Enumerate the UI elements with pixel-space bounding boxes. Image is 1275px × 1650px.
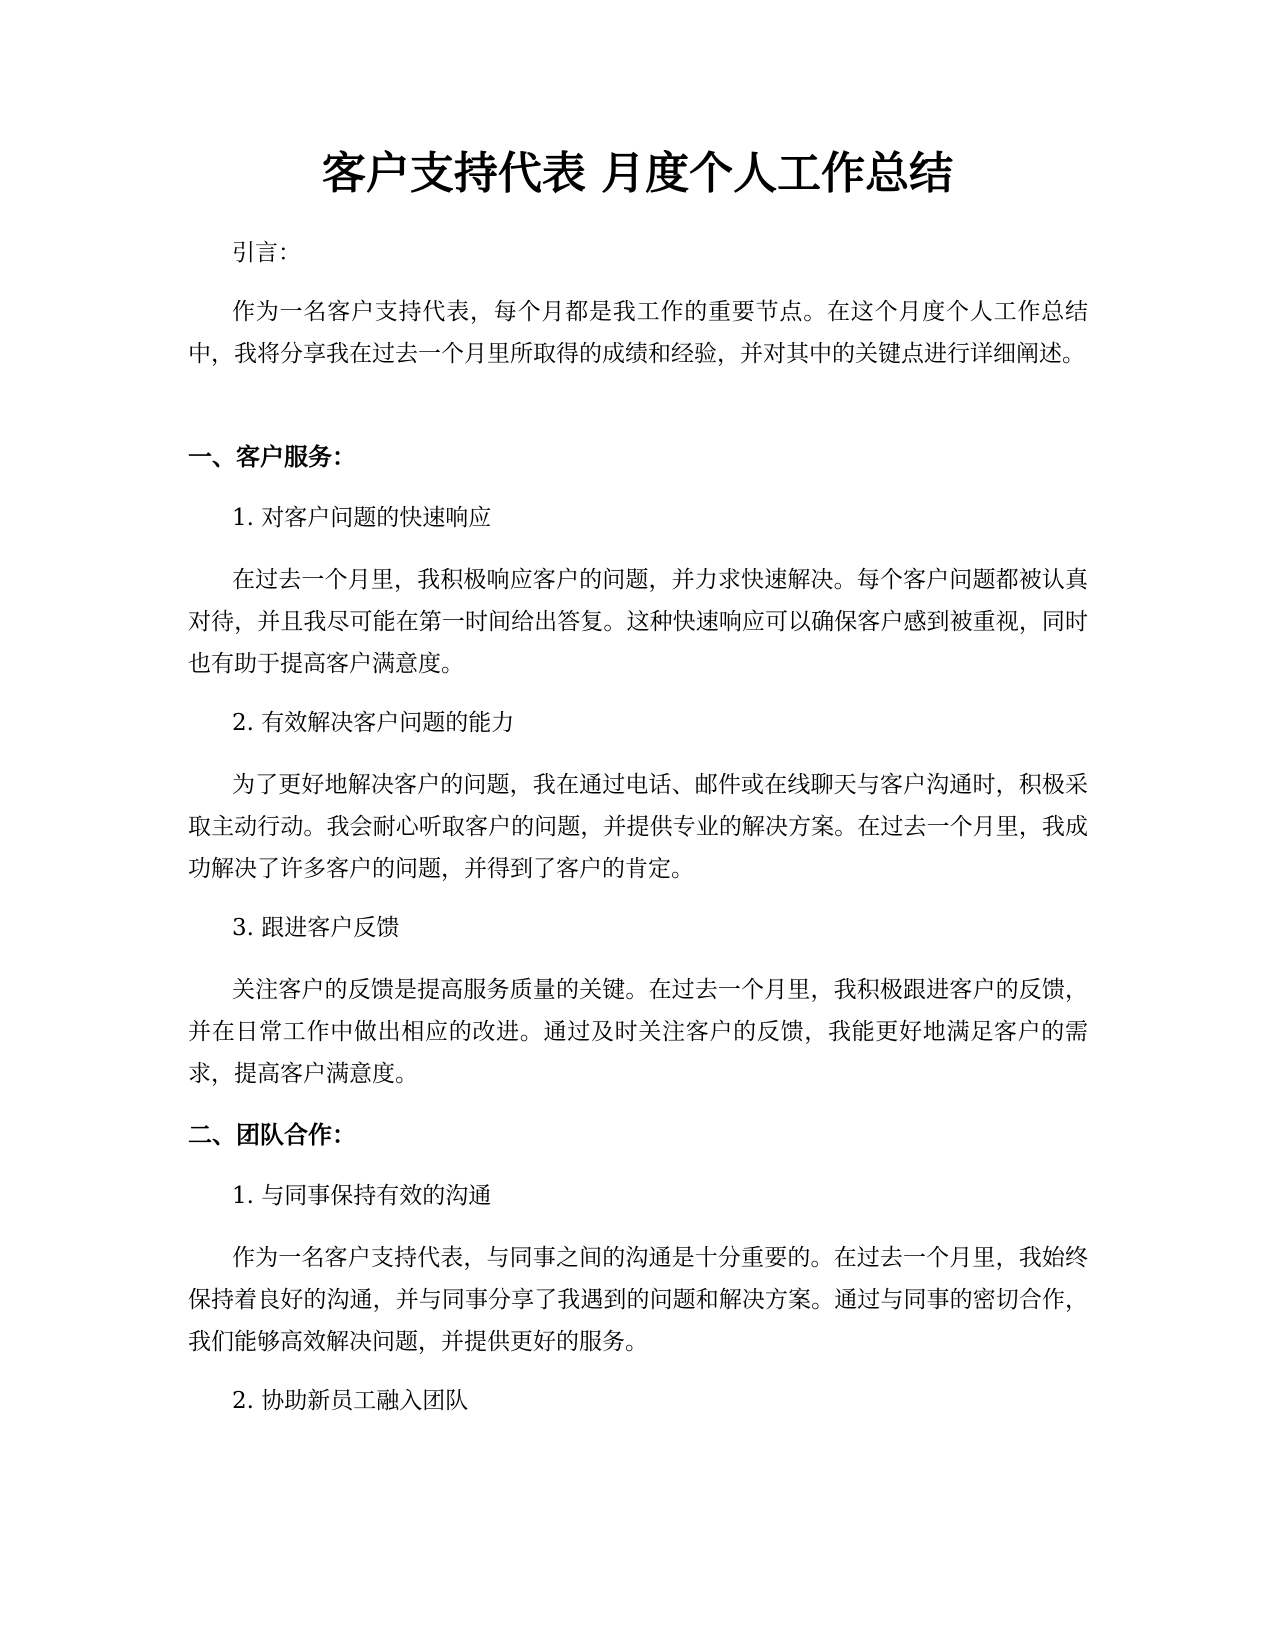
section-heading-teamwork: 二、团队合作： xyxy=(188,1121,356,1149)
intro-paragraph: 作为一名客户支持代表，每个月都是我工作的重要节点。在这个月度个人工作总结中，我将分享我在过去一个月里所取得的成绩和经验，并对其中的关键点进行详细阐述。 xyxy=(188,299,1088,367)
item-title-quick-response: 1. 对客户问题的快速响应 xyxy=(232,505,492,531)
item-paragraph-problem-solving: 为了更好地解决客户的问题，我在通过电话、邮件或在线聊天与客户沟通时，积极采取主动行动。我会耐心听取客户的问题，并提供专业的解决方案。在过去一个月里，我成功解决了许多客户的问题，并得到了客户的肯定。 xyxy=(188,772,1088,882)
item-title-onboarding: 2. 协助新员工融入团队 xyxy=(232,1388,469,1414)
item-paragraph-quick-response: 在过去一个月里，我积极响应客户的问题，并力求快速解决。每个客户问题都被认真对待，并且我尽可能在第一时间给出答复。这种快速响应可以确保客户感到被重视，同时也有助于提高客户满意度。 xyxy=(188,567,1088,677)
item-paragraph-communication: 作为一名客户支持代表，与同事之间的沟通是十分重要的。在过去一个月里，我始终保持着良好的沟通，并与同事分享了我遇到的问题和解决方案。通过与同事的密切合作，我们能够高效解决问题，并提供更好的服务。 xyxy=(188,1245,1088,1355)
item-title-problem-solving: 2. 有效解决客户问题的能力 xyxy=(232,710,515,736)
page-title: 客户支持代表 月度个人工作总结 xyxy=(321,148,954,199)
item-title-follow-up: 3. 跟进客户反馈 xyxy=(232,915,400,941)
section-heading-customer-service: 一、客户服务： xyxy=(188,443,356,471)
intro-label: 引言： xyxy=(232,240,301,266)
item-title-communication: 1. 与同事保持有效的沟通 xyxy=(232,1183,492,1209)
item-paragraph-follow-up: 关注客户的反馈是提高服务质量的关键。在过去一个月里，我积极跟进客户的反馈，并在日常工作中做出相应的改进。通过及时关注客户的反馈，我能更好地满足客户的需求，提高客户满意度。 xyxy=(188,977,1088,1087)
